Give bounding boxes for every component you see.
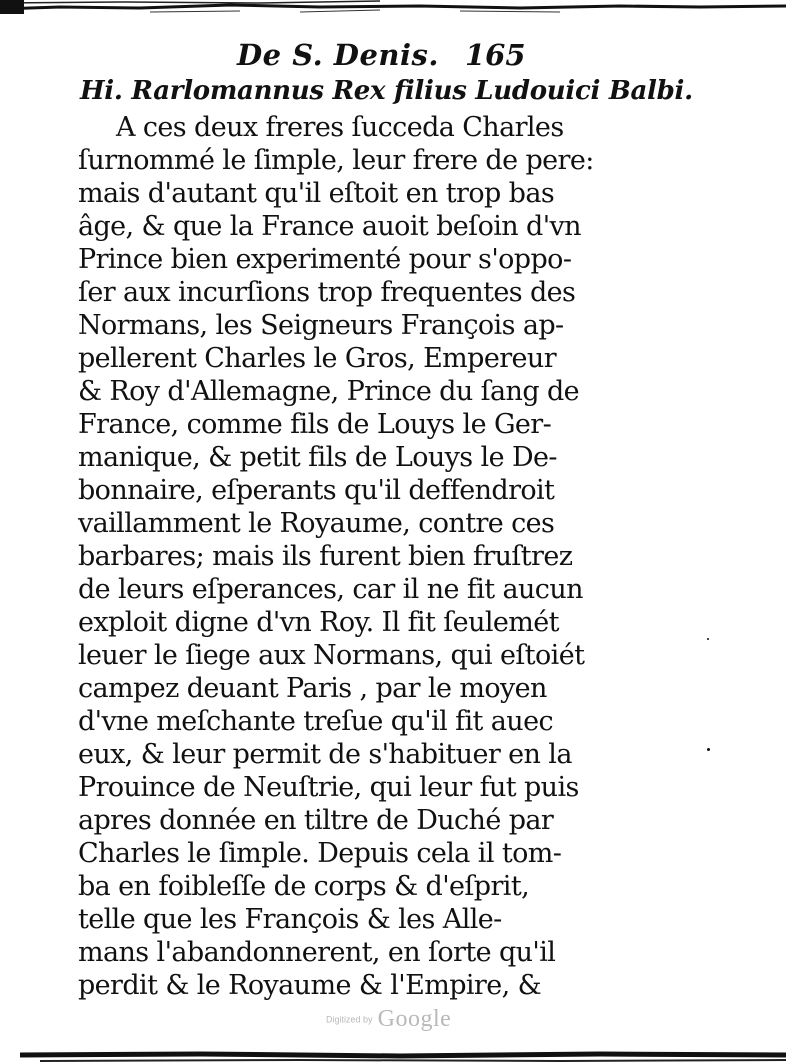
text-line: leuer le ſiege aux Normans, qui eſtoiét xyxy=(78,640,585,671)
text-line: perdit & le Royaume & l'Empire, & xyxy=(78,970,542,1001)
text-line: apres donnée en tiltre de Duché par xyxy=(78,805,554,836)
text-line: mans l'abandonnerent, en ſorte qu'il xyxy=(78,937,556,968)
body-text xyxy=(78,111,594,1002)
text-line: âge, & que la France auoit beſoin d'vn xyxy=(78,211,581,242)
watermark-prefix: Digitized by xyxy=(326,1014,373,1025)
text-line: Charles le ſimple. Depuis cela il tom- xyxy=(78,838,562,869)
text-line: ſer aux incurſions trop frequentes des xyxy=(78,277,576,308)
text-line: Prince bien experimenté pour s'oppo- xyxy=(78,244,572,275)
text-line: manique, & petit fils de Louys le De- xyxy=(78,442,557,473)
text-line: telle que les François & les Alle- xyxy=(78,904,502,935)
text-line: d'vne meſchante treſue qu'il fit auec xyxy=(78,706,553,737)
ink-speck xyxy=(707,748,710,751)
marginal-note: Hi. Rarlomannus Rex filius Ludouici Balbi. xyxy=(80,76,693,106)
google-logo: Google xyxy=(377,1006,452,1032)
text-line: ſurnommé le ſimple, leur frere de pere: xyxy=(78,145,594,176)
text-line: barbares; mais ils furent bien fruſtrez xyxy=(78,541,573,572)
text-line: A ces deux freres ſucceda Charles xyxy=(116,112,564,143)
text-line: France, comme fils de Louys le Ger- xyxy=(78,409,552,440)
text-line: vaillamment le Royaume, contre ces xyxy=(78,508,555,539)
text-line: exploit digne d'vn Roy. Il fit ſeulemét xyxy=(78,607,559,638)
scan-edge-bottom xyxy=(0,1040,786,1063)
page-number: 165 xyxy=(465,38,526,72)
text-line: pellerent Charles le Gros, Empereur xyxy=(78,343,557,374)
ink-speck xyxy=(707,638,709,640)
running-title: De S. Denis. xyxy=(237,38,439,72)
scan-edge-top xyxy=(0,0,786,16)
text-line: de leurs eſperances, car il ne fit aucun xyxy=(78,574,583,605)
text-line: ba en foibleſſe de corps & d'eſprit, xyxy=(78,871,530,902)
text-line: campez deuant Paris , par le moyen xyxy=(78,673,547,704)
page-header xyxy=(0,38,786,74)
text-line: Prouince de Neuſtrie, qui leur fut puis xyxy=(78,772,579,803)
text-line: Normans, les Seigneurs François ap- xyxy=(78,310,564,341)
digitized-by-google-watermark xyxy=(326,1006,451,1036)
text-line: bonnaire, eſperants qu'il deffendroit xyxy=(78,475,555,506)
text-line: & Roy d'Allemagne, Prince du ſang de xyxy=(78,376,580,407)
text-line: mais d'autant qu'il eſtoit en trop bas xyxy=(78,178,555,209)
text-line: eux, & leur permit de s'habituer en la xyxy=(78,739,572,770)
